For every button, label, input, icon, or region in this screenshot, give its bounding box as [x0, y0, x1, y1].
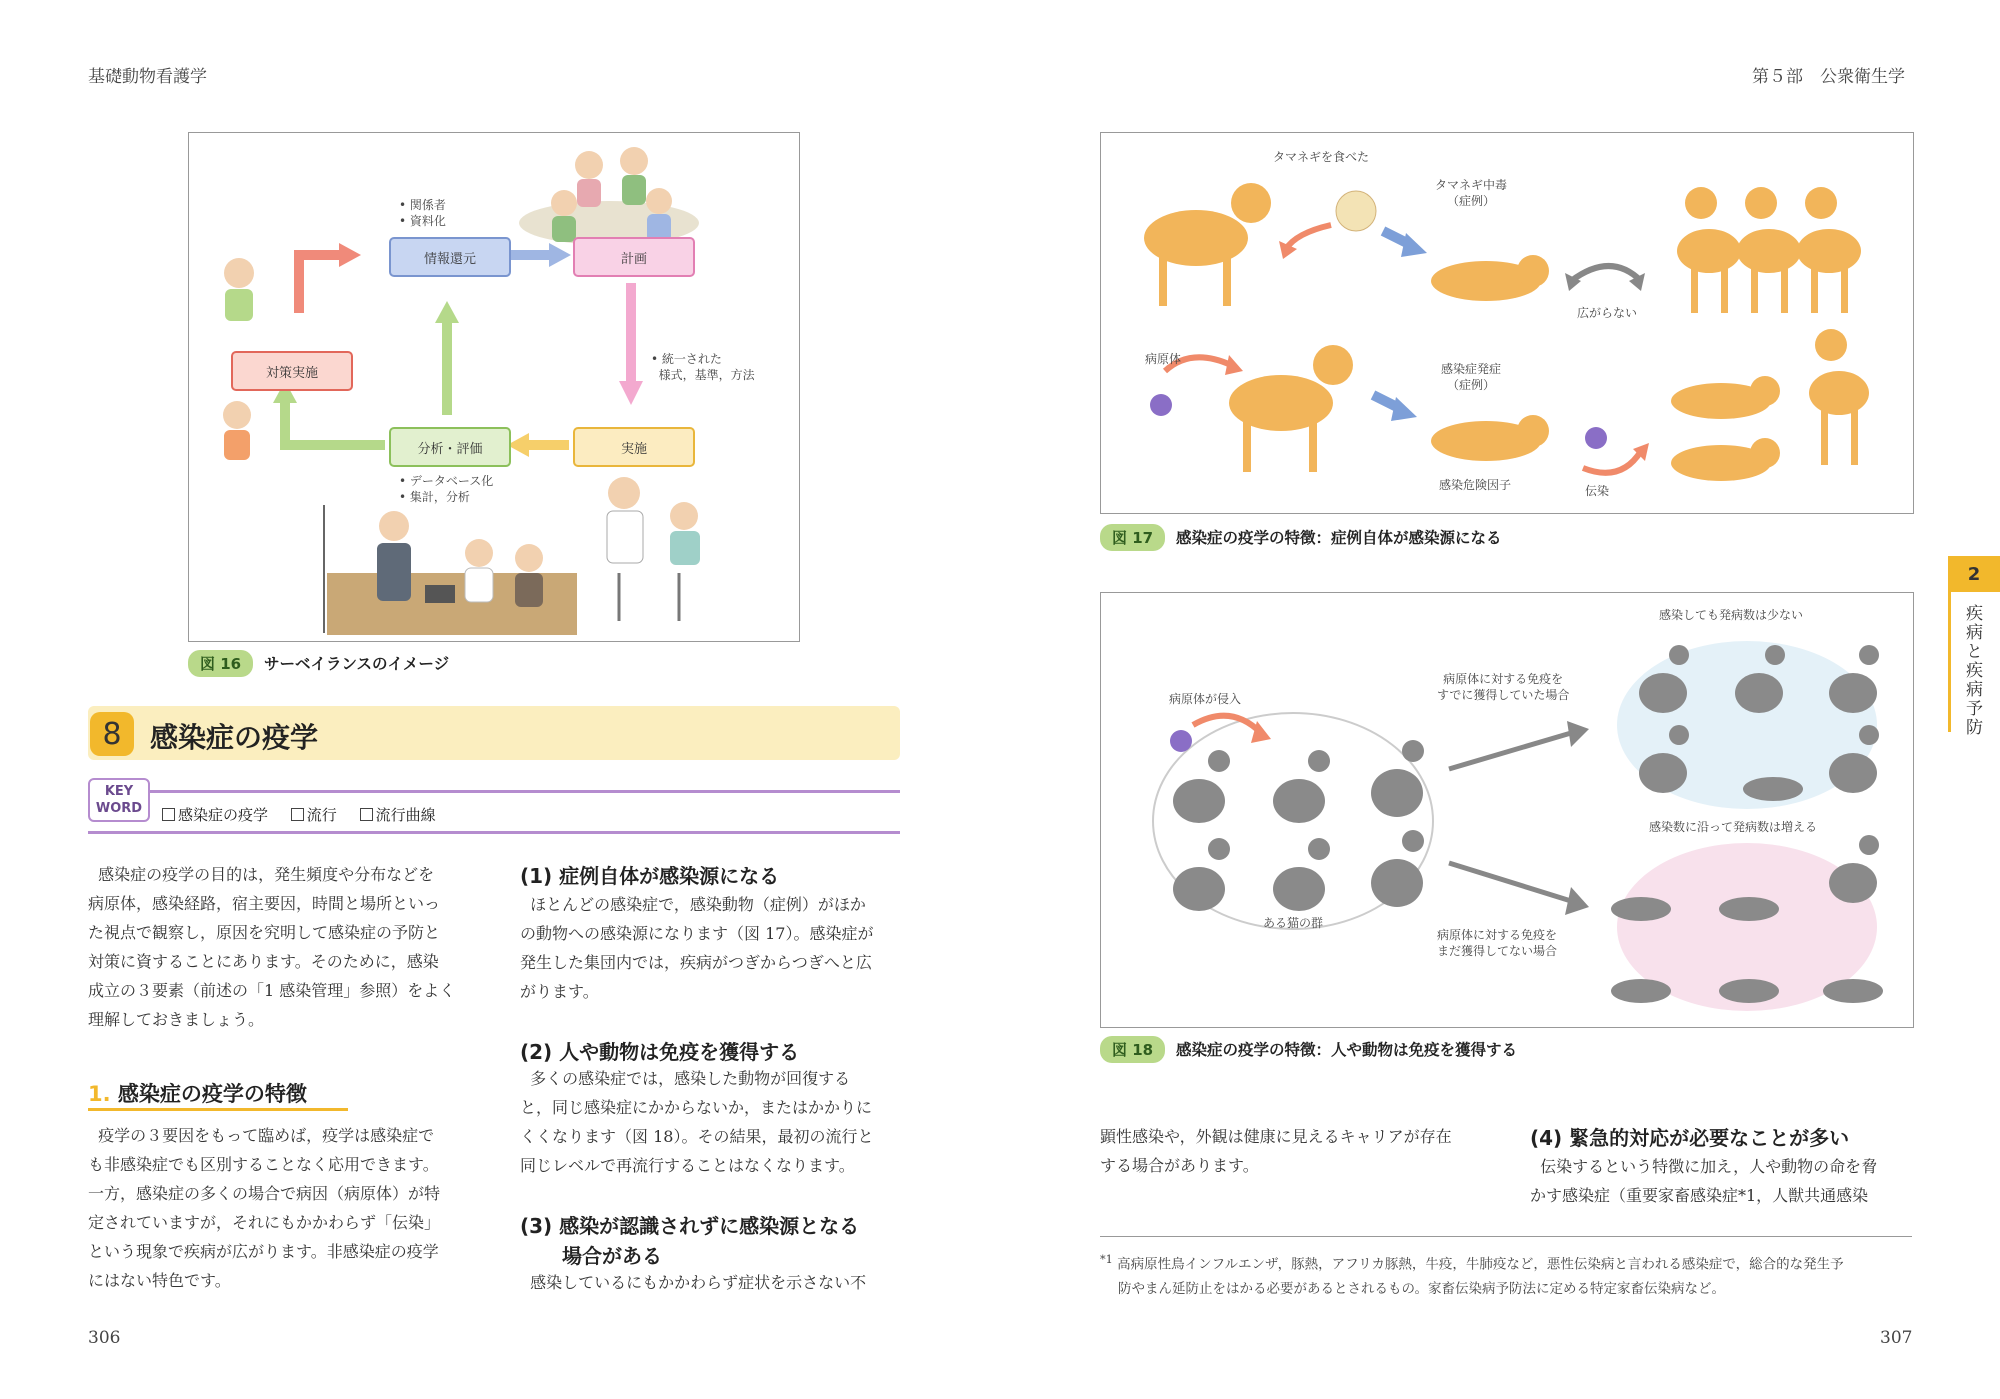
- label-already-immune: 病原体に対する免疫を すでに獲得していた場合: [1437, 672, 1570, 702]
- girl-illustration: [223, 401, 251, 460]
- figure-17: [1100, 132, 1914, 514]
- figure-16: [188, 132, 800, 642]
- side-tab-number: 2: [1948, 556, 2000, 592]
- heading-4: (4) 緊急的対応が必要なことが多い: [1530, 1126, 1850, 1150]
- virus-icon: [1150, 394, 1172, 416]
- keyword-badge: KEY WORD: [88, 778, 150, 822]
- label-ate-onion: タマネギを食べた: [1273, 150, 1370, 164]
- note-stakeholders: • 関係者 • 資料化: [399, 198, 446, 228]
- label-more-cases: 感染数に沿って発病数は増える: [1649, 820, 1818, 834]
- label-pathogen-invasion: 病原体が侵入: [1169, 692, 1242, 706]
- figure-17-caption: 感染症の疫学の特徴：症例自体が感染源になる: [1176, 529, 1502, 547]
- intro-paragraph: 感染症の疫学の目的は，発生頻度や分布などを 病原体，感染経路，宿主要因，時間と場所といっ た視点で観察し，原因を究明して感染症の予防と 対策に資することにあります。そのために，感染 成立の３要素（前述の「1 感染管理」参照）をよく 理解しておきましょう。: [88, 865, 456, 1029]
- figure-17-tag: 図 17: [1100, 524, 1165, 551]
- box-plan: 計画: [573, 237, 695, 277]
- keyword-item: 感染症の疫学: [162, 804, 268, 825]
- lying-dog-illustration-2: [1431, 415, 1549, 461]
- paragraph-4: 伝染するという特徴に加え，人や動物の命を脅 かす感染症（重要家畜感染症*1，人獣共通感染: [1530, 1157, 1878, 1205]
- label-onion-poisoning: タマネギ中毒 （症例）: [1435, 178, 1508, 208]
- infected-dogs-illustration: [1671, 329, 1869, 481]
- standing-dog-illustration: [1144, 183, 1271, 306]
- heading-1: (1) 症例自体が感染源になる: [520, 864, 780, 888]
- running-header-right: 第５部 公衆衛生学: [1752, 67, 1905, 87]
- footnote: $^{*1}$ 高病原性鳥インフルエンザ，豚熱，アフリカ豚熱，牛疫，牛肺疫など，悪性伝染病と言われる感染症で，総合的な発生予 防やまん延防止をはかる必要があるとされるもの。家畜伝染病予防法に定める特定家畜伝染病など。: [1100, 1253, 1844, 1297]
- page-number-left: 306: [88, 1328, 121, 1348]
- keyword-list: [162, 804, 454, 825]
- box-analysis-evaluation: 分析・評価: [389, 427, 511, 467]
- label-cat-group: ある猫の群: [1263, 916, 1324, 930]
- lying-dog-illustration: [1431, 255, 1549, 301]
- cat-immunity-diagram: [1101, 593, 1913, 1027]
- label-few-cases: 感染しても発病数は少ない: [1659, 608, 1804, 622]
- figure-16-tag: 図 16: [188, 650, 253, 677]
- paragraph-2: 多くの感染症では，感染した動物が回復する と，同じ感染症にかからないか，またはかかりに くくなります（図 18）。その結果，最初の流行と 同じレベルで再流行することはなくなります。: [520, 1069, 874, 1175]
- meeting-people-illustration: [519, 147, 699, 245]
- subsection-heading: 1. 感染症の疫学の特徴: [88, 1082, 307, 1106]
- vet-examination-illustration: [607, 477, 700, 621]
- keyword-item: 流行曲線: [360, 804, 436, 825]
- keyword-item: 流行: [291, 804, 337, 825]
- office-workers-illustration: [324, 505, 577, 635]
- box-implementation: 実施: [573, 427, 695, 467]
- figure-16-caption: サーベイランスのイメージ: [264, 655, 450, 673]
- label-not-immune: 病原体に対する免疫を まだ獲得してない場合: [1437, 928, 1558, 958]
- child-speaking-illustration: [224, 258, 254, 321]
- paragraph-1: ほとんどの感染症で，感染動物（症例）がほか の動物への感染源になります（図 17）。感染症が 発生した集団内では，疾病がつぎからつぎへと広 がります。: [520, 895, 874, 1001]
- box-countermeasure: 対策実施: [231, 351, 353, 391]
- heading-3-continued: 場合がある: [562, 1244, 662, 1268]
- heading-2: (2) 人や動物は免疫を獲得する: [520, 1040, 800, 1064]
- onion-illustration: [1336, 191, 1376, 231]
- label-infection-onset: 感染症発症 （症例）: [1441, 362, 1502, 392]
- standing-dog-illustration-2: [1229, 345, 1353, 472]
- figure-18: [1100, 592, 1914, 1028]
- label-transmission: 伝染: [1585, 484, 1610, 498]
- paragraph-3-continued: 顕性感染や，外観は健康に見えるキャリアが存在 する場合があります。: [1100, 1127, 1452, 1175]
- label-no-spread: 広がらない: [1577, 306, 1638, 320]
- keyword-bottom-rule: [88, 831, 900, 834]
- box-info-feedback: 情報還元: [389, 237, 511, 277]
- features-paragraph: 疫学の３要因をもって臨めば，疫学は感染症で も非感染症でも区別することなく応用できます。 一方，感染症の多くの場合で病因（病原体）が特 定されていますが，それにもかかわらず「伝染」 という現象で疾病が広がります。非感染症の疫学 にはない特色です。: [88, 1126, 441, 1290]
- label-pathogen: 病原体: [1145, 352, 1182, 366]
- label-risk-factor: 感染危険因子: [1439, 478, 1512, 492]
- note-unified-format: • 統一された 様式，基準，方法: [651, 352, 755, 382]
- section-title: 感染症の疫学: [150, 721, 319, 754]
- keyword-top-rule: [88, 790, 900, 793]
- figure-18-tag: 図 18: [1100, 1036, 1165, 1063]
- section-number-badge: 8: [90, 712, 134, 756]
- three-dogs-illustration: [1677, 187, 1861, 313]
- running-header-left: 基礎動物看護学: [88, 67, 207, 87]
- heading-3: (3) 感染が認識されずに感染源となる: [520, 1214, 860, 1238]
- virus-icon-2: [1585, 427, 1607, 449]
- side-tab-label: 疾病と疾病予防: [1962, 604, 1982, 737]
- virus-icon: [1170, 730, 1192, 752]
- page-number-right: 307: [1880, 1328, 1913, 1348]
- paragraph-3: 感染しているにもかかわらず症状を示さない不: [530, 1273, 867, 1292]
- note-database: • データベース化 • 集計，分析: [399, 474, 494, 504]
- figure-18-caption: 感染症の疫学の特徴：人や動物は免疫を獲得する: [1176, 1041, 1518, 1059]
